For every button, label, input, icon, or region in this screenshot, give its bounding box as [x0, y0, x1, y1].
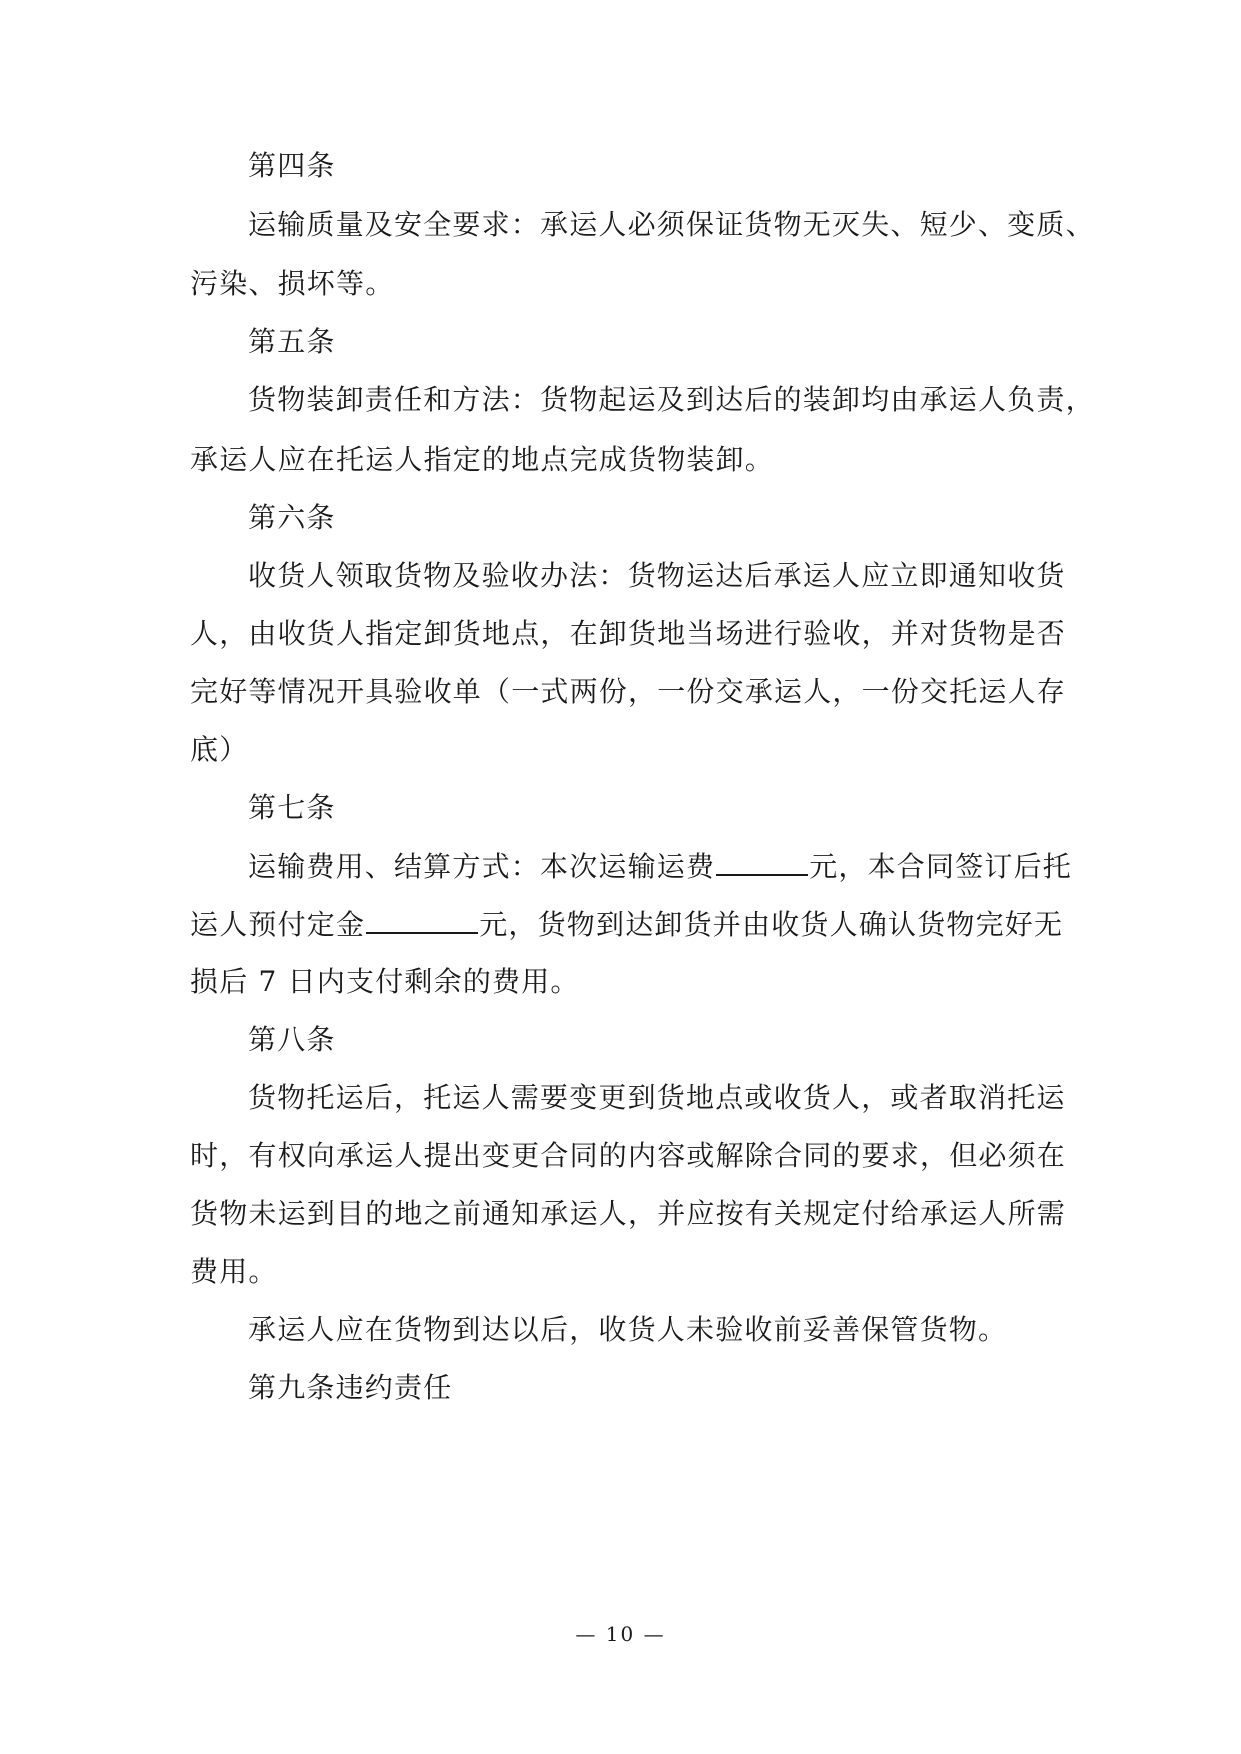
article-8-text-line-2: 时，有权向承运人提出变更合同的内容或解除合同的要求，但必须在 — [190, 1139, 1067, 1172]
article-5-text-line-1: 货物装卸责任和方法：货物起运及到达后的装卸均由承运人负责， — [248, 383, 1095, 416]
article-4-text-line-1: 运输质量及安全要求：承运人必须保证货物无灭失、短少、变质、 — [248, 208, 1095, 241]
page-number: — 10 — — [575, 1622, 666, 1646]
article-7-text-line-1 — [248, 846, 1072, 887]
article-8-paragraph-2: 承运人应在货物到达以后，收货人未验收前妥善保管货物。 — [248, 1313, 1008, 1346]
freight-amount-blank — [716, 846, 808, 876]
article-7-heading: 第七条 — [248, 791, 336, 824]
article-7-text-line-2 — [190, 904, 1063, 945]
article-8-text-line-3: 货物未运到目的地之前通知承运人，并应按有关规定付给承运人所需 — [190, 1197, 1067, 1230]
article-4-text-line-2: 污染、损坏等。 — [190, 267, 395, 300]
article-5-heading: 第五条 — [248, 325, 336, 358]
article-6-text-line-1: 收货人领取货物及验收办法：货物运达后承运人应立即通知收货 — [248, 559, 1066, 592]
article-7-line-1-part-b: 元，本合同签订后托 — [809, 850, 1073, 883]
article-6-text-line-2: 人，由收货人指定卸货地点，在卸货地当场进行验收，并对货物是否 — [190, 617, 1067, 650]
article-6-heading: 第六条 — [248, 501, 336, 534]
article-6-text-line-4: 底） — [190, 733, 249, 766]
article-5-text-line-2: 承运人应在托运人指定的地点完成货物装卸。 — [190, 443, 775, 476]
article-7-line-2-part-b: 元，货物到达卸货并由收货人确认货物完好无 — [479, 908, 1064, 941]
article-8-text-line-4: 费用。 — [190, 1255, 278, 1288]
article-6-text-line-3: 完好等情况开具验收单（一式两份，一份交承运人，一份交托运人存 — [190, 675, 1067, 708]
article-8-heading: 第八条 — [248, 1023, 336, 1056]
article-4-heading: 第四条 — [248, 149, 336, 182]
deposit-amount-blank — [366, 904, 478, 934]
article-9-heading: 第九条违约责任 — [248, 1371, 453, 1404]
article-8-text-line-1: 货物托运后，托运人需要变更到货地点或收货人，或者取消托运 — [248, 1081, 1066, 1114]
article-7-line-1-part-a: 运输费用、结算方式：本次运输运费 — [248, 850, 716, 883]
article-7-line-2-part-a: 运人预付定金 — [190, 908, 366, 941]
article-7-text-line-3: 损后 7 日内支付剩余的费用。 — [190, 965, 580, 998]
